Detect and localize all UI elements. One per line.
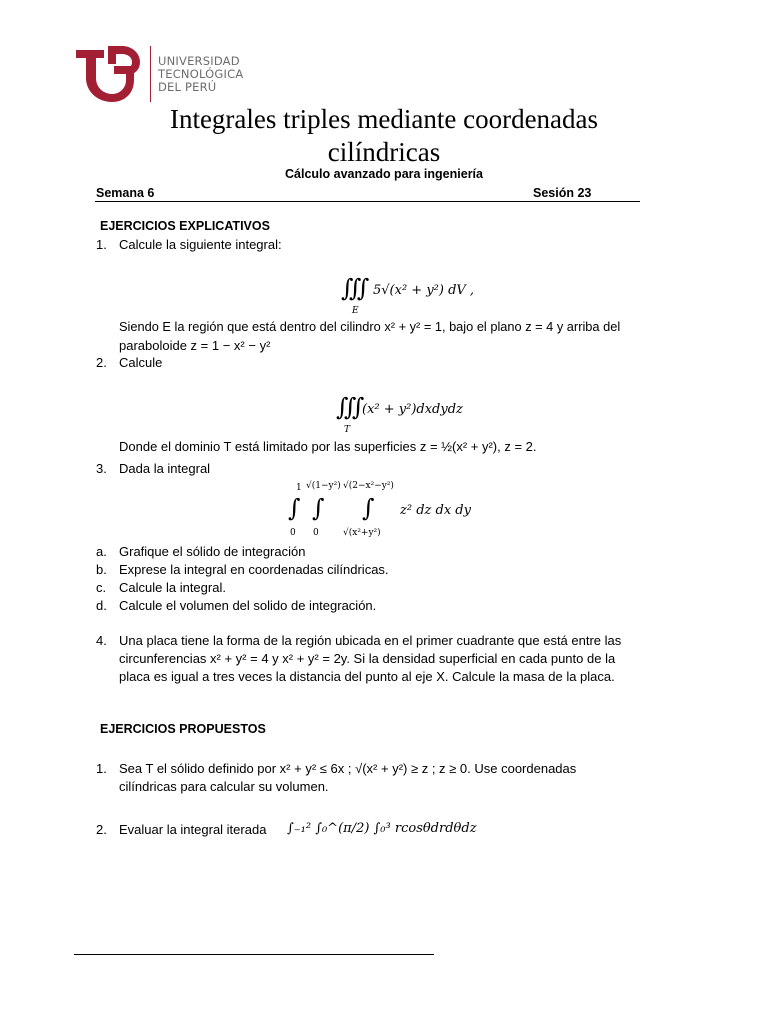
integral-sign-3: ∫ [362, 494, 375, 522]
proposed-1-number: 1. [96, 761, 107, 776]
item-text: Calcule el volumen del solido de integración. [119, 598, 377, 613]
exercise-2-integral [336, 395, 506, 435]
course-name: Cálculo avanzado para ingeniería [285, 167, 483, 181]
integrand-3: z² dz dx dy [400, 503, 471, 518]
exercise-1-integral [341, 276, 501, 316]
propuestos-heading: EJERCICIOS PROPUESTOS [100, 722, 266, 736]
lower-limit-2: 0 [313, 528, 319, 538]
title-line2: cilíndricas [327, 137, 441, 167]
exercise-1-line1: Siendo E la región que está dentro del cilindro x² + y² = 1, bajo el plano z = 4 y arriba del [119, 319, 621, 334]
exercise-4-line3: placa es igual a tres veces la distancia del punto al eje X. Calcule la masa de la placa. [119, 669, 615, 684]
integral-region-label: T [344, 425, 351, 435]
lower-limit-3: √(x²+y²) [343, 528, 381, 538]
item-label: b. [96, 562, 107, 577]
upper-limit-1: 1 [296, 483, 302, 493]
integrand-2: (x² + y²)dxdydz [362, 402, 463, 417]
semana-label: Semana 6 [96, 186, 155, 200]
sesion-label: Sesión 23 [533, 186, 592, 200]
proposed-1-line2: cilíndricas para calcular su volumen. [119, 779, 329, 794]
university-line3: DEL PERÚ [158, 80, 217, 94]
upper-limit-2: √(1−y²) [306, 481, 341, 491]
integrand-1: 5√(x² + y²) dV , [373, 283, 475, 298]
exercise-3-item-a [96, 543, 306, 561]
upper-limit-3: √(2−x²−y²) [343, 481, 394, 491]
exercise-2-number: 2. [96, 355, 107, 370]
proposed-2-text: Evaluar la integral iterada [119, 822, 267, 837]
exercise-3-item-c [96, 579, 226, 597]
exercise-3-text: Dada la integral [119, 461, 211, 476]
exercise-3-item-d [96, 597, 377, 615]
item-text: Calcule la integral. [119, 580, 226, 595]
item-label: a. [96, 544, 107, 559]
utp-logo-icon [74, 44, 142, 104]
exercise-3-item-b [96, 561, 389, 579]
university-name [158, 55, 243, 94]
proposed-1-line1: Sea T el sólido definido por x² + y² ≤ 6x ; √(x² + y²) ≥ z ; z ≥ 0. Use coordenadas [119, 761, 577, 776]
exercise-1-text: Calcule la siguiente integral: [119, 237, 282, 252]
page-title [0, 103, 768, 169]
logo-divider [150, 46, 151, 102]
exercise-3-number: 3. [96, 461, 107, 476]
exercise-2-line1: Donde el dominio T está limitado por las superficies z = ½(x² + y²), z = 2. [119, 439, 537, 454]
exercise-2-text: Calcule [119, 355, 163, 370]
exercise-3-integral [284, 480, 484, 542]
exercise-1-line2: paraboloide z = 1 − x² − y² [119, 338, 271, 353]
proposed-2-number: 2. [96, 822, 107, 837]
title-line1: Integrales triples mediante coordenadas [169, 104, 599, 134]
exercise-1-number: 1. [96, 237, 107, 252]
triple-integral-sign: ∭ [341, 274, 370, 302]
item-label: d. [96, 598, 107, 613]
footer-rule [74, 954, 434, 955]
exercise-4-line2: circunferencias x² + y² = 4 y x² + y² = 2y. Si la densidad superficial en cada punto de la [119, 651, 616, 666]
item-label: c. [96, 580, 107, 595]
triple-integral-sign: ∭ [336, 393, 365, 421]
proposed-2-expression: ∫₋₁² ∫₀^(π/2) ∫₀³ rcosθdrdθdz [287, 821, 477, 836]
university-line1: UNIVERSIDAD [158, 54, 240, 68]
header-rule [95, 201, 640, 202]
item-text: Grafique el sólido de integración [119, 544, 306, 559]
explicativos-heading: EJERCICIOS EXPLICATIVOS [100, 219, 270, 233]
lower-limit-1: 0 [290, 528, 296, 538]
exercise-4-number: 4. [96, 633, 107, 648]
item-text: Exprese la integral en coordenadas cilíndricas. [119, 562, 389, 577]
integral-sign-1: ∫ [288, 494, 301, 522]
university-line2: TECNOLÓGICA [158, 67, 244, 81]
integral-sign-2: ∫ [312, 494, 325, 522]
exercise-4-line1: Una placa tiene la forma de la región ubicada en el primer cuadrante que está entre las [119, 633, 622, 648]
university-logo [74, 44, 142, 104]
integral-region-label: E [352, 306, 359, 316]
